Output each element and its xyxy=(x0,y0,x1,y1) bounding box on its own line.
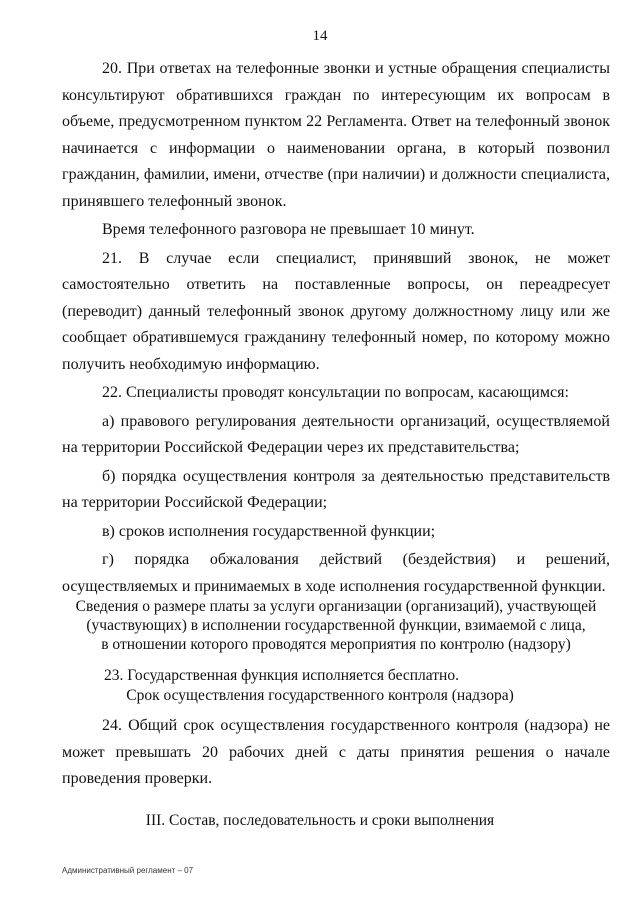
list-item-a: а) правового регулирования деятельности организаций, осуществляемой на территории Российской Федерации через их представительства; xyxy=(62,412,610,456)
list-item-b: б) порядка осуществления контроля за деятельностью представительств на территории Российской Федерации; xyxy=(62,467,610,511)
list-item-g: г) порядка обжалования действий (бездействия) и решений, осуществляемых и принимаемых в ходе исполнения государственной функции. xyxy=(62,551,610,595)
footer-text: Административный регламент – 07 xyxy=(62,866,194,875)
fee-title-line: в отношении которого проводятся мероприятия по контролю (надзору) xyxy=(101,636,571,653)
fee-section-title xyxy=(62,597,610,654)
body-text-24 xyxy=(62,713,610,793)
fee-title-line: (участвующих) в исполнении государственной функции, взимаемой с лица, xyxy=(86,617,586,634)
term-section-title: Срок осуществления государственного контроля (надзора) xyxy=(126,687,514,704)
section-3-title: III. Состав, последовательность и сроки выполнения xyxy=(145,812,495,829)
fee-title-line: Сведения о размере платы за услуги организации (организаций), участвующей xyxy=(75,598,597,615)
paragraph-21: 21. В случае если специалист, принявший звонок, не может самостоятельно ответить на поставленные вопросы, он переадресует (переводит) данный телефонный звонок другому должностному лицу или же сообщает обратившемуся гражданину телефонный номер, по которому можно получить необходимую информацию. xyxy=(62,249,610,373)
page-number: 14 xyxy=(312,28,328,44)
paragraph-call-duration: Время телефонного разговора не превышает 10 минут. xyxy=(102,221,475,238)
paragraph-20: 20. При ответах на телефонные звонки и устные обращения специалисты консультируют обратившихся граждан по интересующим их вопросам в объеме, предусмотренном пунктом 22 Регламента. Ответ на телефонный звонок начинается с информации о наименовании органа, в который позвонил гражданин, фамилии, имени, отчестве (при наличии) и должности специалиста, принявшего телефонный звонок. xyxy=(62,60,610,210)
body-text xyxy=(62,56,610,600)
paragraph-22: 22. Специалисты проводят консультации по вопросам, касающимся: xyxy=(102,384,569,401)
list-item-v: в) сроков исполнения государственной функции; xyxy=(102,522,436,540)
paragraph-23: 23. Государственная функция исполняется бесплатно. xyxy=(104,667,459,684)
paragraph-24: 24. Общий срок осуществления государственного контроля (надзора) не может превышать 20 рабочих дней с даты принятия решения о начале проведения проверки. xyxy=(62,717,610,787)
